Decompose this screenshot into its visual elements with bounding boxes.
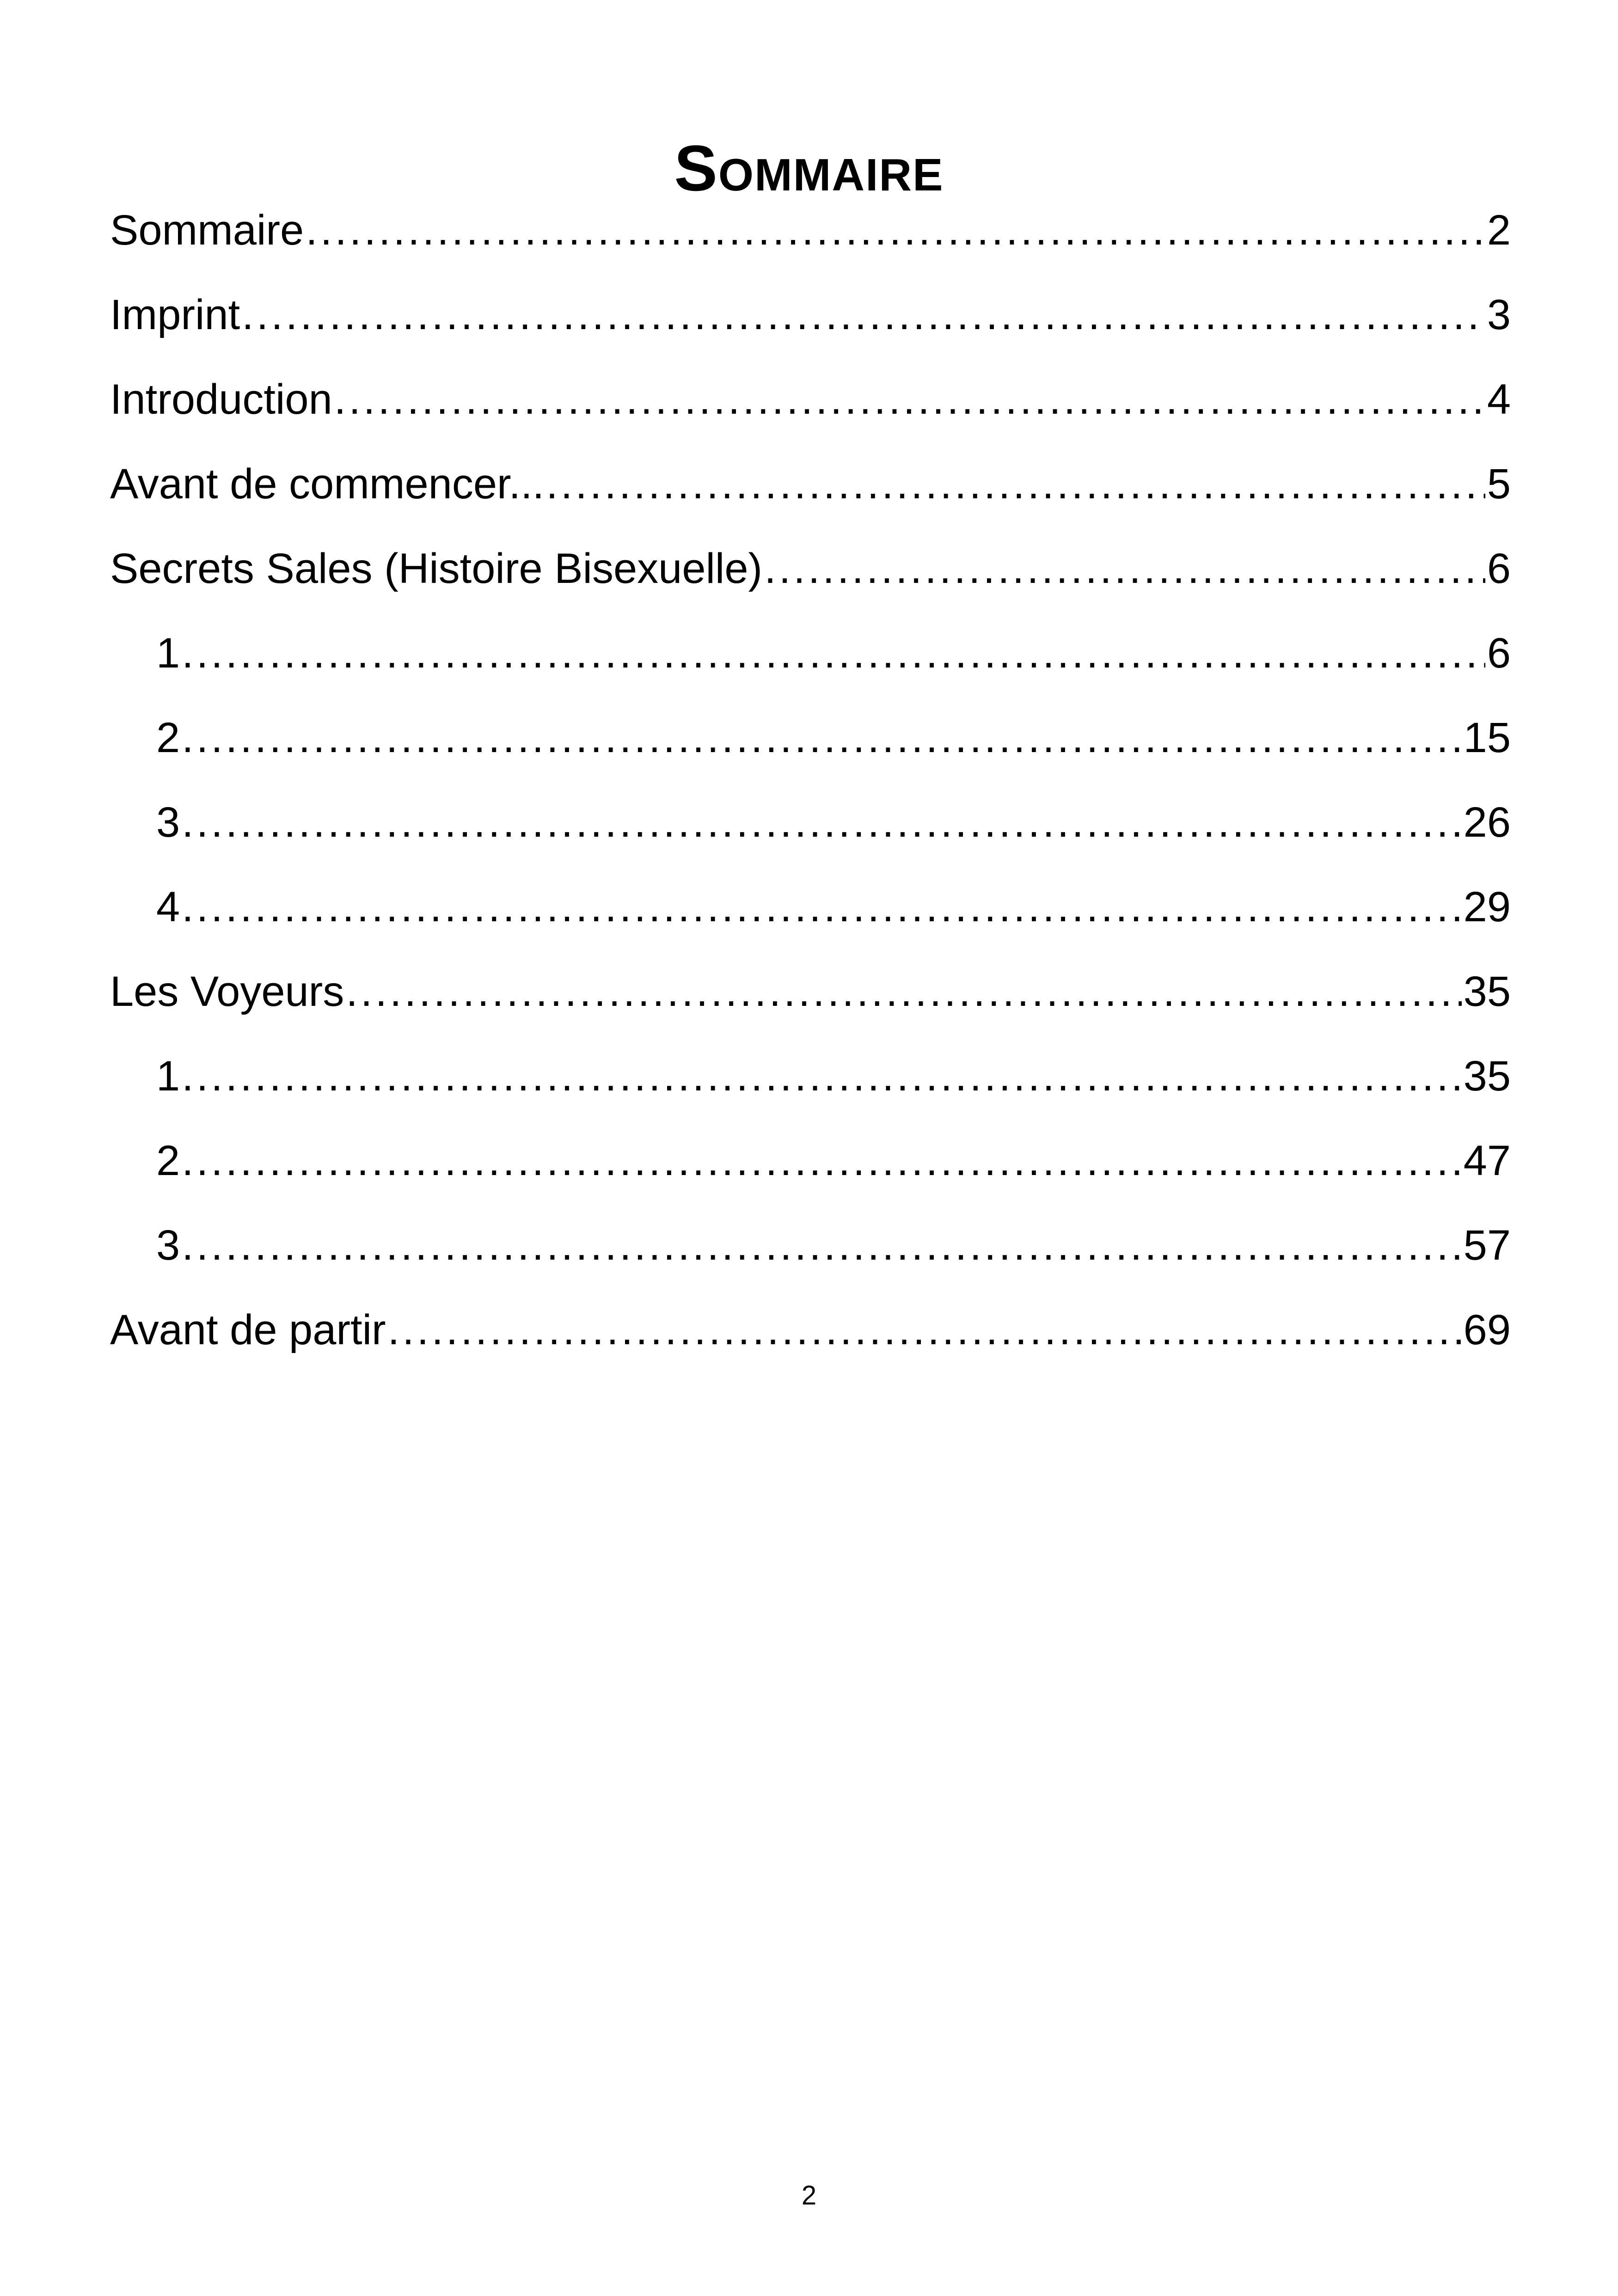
toc-entry-label: Avant de partir bbox=[110, 1306, 386, 1353]
toc-entry-label: 1 bbox=[156, 1053, 180, 1100]
toc-entry-page: 69 bbox=[1463, 1306, 1511, 1353]
dot-leader bbox=[182, 705, 1461, 770]
toc-entry-page: 57 bbox=[1463, 1222, 1511, 1269]
toc-entry-page: 35 bbox=[1463, 968, 1511, 1015]
toc-entry-label: 3 bbox=[156, 799, 180, 846]
toc-entry-label: Les Voyeurs bbox=[110, 968, 344, 1015]
dot-leader bbox=[182, 875, 1461, 939]
dot-leader bbox=[388, 1298, 1462, 1362]
dot-leader bbox=[182, 621, 1485, 686]
toc-entry-label: Sommaire bbox=[110, 207, 304, 254]
toc-entry-label: 2 bbox=[156, 1137, 180, 1184]
toc-entry-label: 1 bbox=[156, 630, 180, 677]
dot-leader bbox=[346, 959, 1461, 1024]
dot-leader bbox=[182, 790, 1461, 855]
toc-entry-page: 15 bbox=[1463, 714, 1511, 761]
toc-entry-page: 35 bbox=[1463, 1053, 1511, 1100]
toc-entry-page: 47 bbox=[1463, 1137, 1511, 1184]
toc-entry-les-voyeurs[interactable] bbox=[110, 959, 1511, 1044]
toc-entry-avant-de-partir[interactable] bbox=[110, 1298, 1511, 1382]
toc-entry-page: 5 bbox=[1487, 460, 1511, 508]
toc-entry-page: 29 bbox=[1463, 883, 1511, 931]
toc-entry-label: Avant de commencer... bbox=[110, 460, 545, 508]
dot-leader bbox=[182, 1044, 1461, 1108]
table-of-contents bbox=[110, 198, 1511, 1382]
toc-entry-avant-de-commencer[interactable] bbox=[110, 452, 1511, 536]
toc-entry-introduction[interactable] bbox=[110, 367, 1511, 452]
toc-entry-page: 26 bbox=[1463, 799, 1511, 846]
toc-entry-page: 4 bbox=[1487, 376, 1511, 423]
toc-entry-page: 3 bbox=[1487, 291, 1511, 338]
toc-entry-label: 2 bbox=[156, 714, 180, 761]
toc-subentry-voyeurs-2[interactable] bbox=[110, 1128, 1511, 1213]
toc-entry-label: 4 bbox=[156, 883, 180, 931]
toc-subentry-secrets-1[interactable] bbox=[110, 621, 1511, 705]
toc-subentry-voyeurs-1[interactable] bbox=[110, 1044, 1511, 1128]
toc-entry-secrets-sales[interactable] bbox=[110, 536, 1511, 621]
page-number: 2 bbox=[801, 2180, 817, 2210]
dot-leader bbox=[334, 367, 1485, 432]
dot-leader bbox=[546, 452, 1485, 516]
toc-entry-label: Imprint bbox=[110, 291, 240, 338]
toc-entry-label: Introduction bbox=[110, 376, 332, 423]
dot-leader bbox=[764, 536, 1485, 601]
dot-leader bbox=[182, 1213, 1461, 1278]
toc-entry-imprint[interactable] bbox=[110, 282, 1511, 367]
dot-leader bbox=[306, 198, 1485, 263]
toc-entry-page: 2 bbox=[1487, 207, 1511, 254]
toc-subentry-secrets-4[interactable] bbox=[110, 875, 1511, 959]
toc-entry-label: Secrets Sales (Histoire Bisexuelle) bbox=[110, 545, 763, 592]
toc-entry-page: 6 bbox=[1487, 545, 1511, 592]
toc-subentry-secrets-2[interactable] bbox=[110, 705, 1511, 790]
toc-subentry-secrets-3[interactable] bbox=[110, 790, 1511, 875]
toc-entry-sommaire[interactable] bbox=[110, 198, 1511, 282]
page-title: Sommaire bbox=[674, 131, 944, 204]
toc-entry-label: 3 bbox=[156, 1222, 180, 1269]
toc-subentry-voyeurs-3[interactable] bbox=[110, 1213, 1511, 1298]
toc-entry-page: 6 bbox=[1487, 630, 1511, 677]
dot-leader bbox=[242, 282, 1485, 347]
dot-leader bbox=[182, 1128, 1461, 1193]
